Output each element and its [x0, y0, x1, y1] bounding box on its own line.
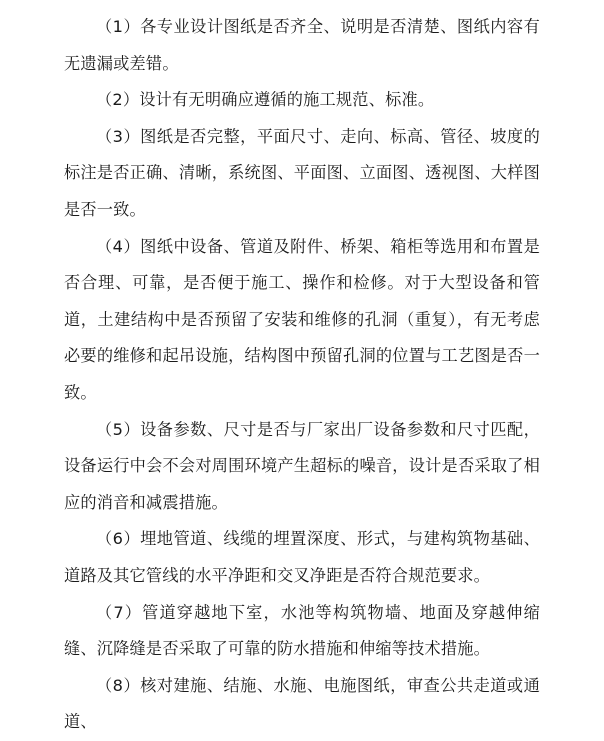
- paragraph-5: （5）设备参数、尺寸是否与厂家出厂设备参数和尺寸匹配，设备运行中会不会对周围环境产生超标的噪音，设计是否采取了相应的消音和减震措施。: [64, 419, 540, 512]
- paragraph-3: （3）图纸是否完整，平面尺寸、走向、标高、管径、坡度的标注是否正确、清晰，系统图、平面图、立面图、透视图、大样图是否一致。: [64, 126, 540, 219]
- paragraph-8: （8）核对建施、结施、水施、电施图纸，审查公共走道或通道、: [64, 675, 540, 732]
- paragraph-7: （7）管道穿越地下室，水池等构筑物墙、地面及穿越伸缩缝、沉降缝是否采取了可靠的防水措施和伸缩等技术措施。: [64, 602, 540, 659]
- paragraph-1: （1）各专业设计图纸是否齐全、说明是否清楚、图纸内容有无遗漏或差错。: [64, 17, 540, 73]
- paragraph-4: （4）图纸中设备、管道及附件、桥架、箱柜等选用和布置是否合理、可靠，是否便于施工、操作和检修。对于大型设备和管道，土建结构中是否预留了安装和维修的孔洞（重复），有无考虑必要的维修和起吊设施，结构图中预留孔洞的位置与工艺图是否一致。: [64, 236, 540, 402]
- document-body: [64, 0, 540, 741]
- paragraph-2: （2）设计有无明确应遵循的施工规范、标准。: [96, 90, 435, 110]
- paragraph-6: （6）埋地管道、线缆的埋置深度、形式，与建构筑物基础、道路及其它管线的水平净距和交叉净距是否符合规范要求。: [64, 529, 540, 585]
